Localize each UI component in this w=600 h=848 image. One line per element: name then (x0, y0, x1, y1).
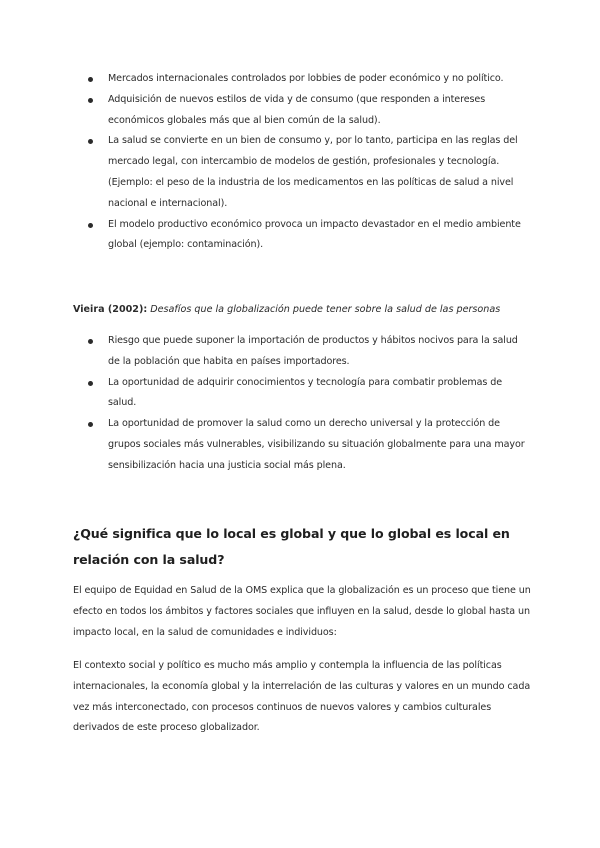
bullet-icon (88, 139, 93, 144)
bullet-icon (88, 98, 93, 103)
paragraph: El contexto social y político es mucho más amplio y contempla la influencia de las políticas internacionales, la economía global y la interrelación de las culturas y valores en un mundo cada vez más interconectado, con procesos continuos de nuevos valores y cambios culturales derivados de este proceso globalizador. (73, 660, 531, 734)
list-item-text: Adquisición de nuevos estilos de vida y de consumo (que responden a intereses económicos globales más que al bien común de la salud). (108, 93, 486, 126)
list-item-text: La salud se convierte en un bien de consumo y, por lo tanto, participa en las reglas del mercado legal, con intercambio de modelos de gestión, profesionales y tecnología. (Ejemplo: el peso de la industria de los medicamentos en las políticas de salud a nivel nacional e internacional). (108, 135, 518, 209)
list-item-text: La oportunidad de adquirir conocimientos y tecnología para combatir problemas de salud. (108, 376, 503, 409)
section-heading: ¿Qué significa que lo local es global y que lo global es local en relación con la salud? (73, 526, 510, 567)
list-item-text: Mercados internacionales controlados por lobbies de poder económico y no político. (108, 73, 504, 84)
bullet-icon (88, 223, 93, 228)
list-item (87, 90, 527, 132)
list-item-text: La oportunidad de promover la salud como un derecho universal y la protección de grupos sociales más vulnerables, visibilizando su situación globalmente para una mayor sensibilización hacia una justicia social más plena. (108, 418, 525, 471)
list-item (87, 69, 527, 90)
globalization-effects-list (87, 69, 527, 256)
bullet-icon (88, 77, 93, 82)
list-item (87, 215, 527, 257)
list-item (87, 331, 527, 373)
list-item (87, 131, 527, 214)
bullet-icon (88, 422, 93, 427)
citation-title: Desafíos que la globalización puede tener sobre la salud de las personas (150, 304, 501, 315)
health-challenges-list (87, 331, 527, 477)
list-item-text: El modelo productivo económico provoca un impacto devastador en el medio ambiente global (ejemplo: contaminación). (108, 218, 521, 251)
paragraph: El equipo de Equidad en Salud de la OMS explica que la globalización es un proceso que tiene un efecto en todos los ámbitos y factores sociales que influyen en la salud, desde lo global hasta un impacto local, en la salud de comunidades e individuos: (73, 585, 531, 638)
bullet-icon (88, 339, 93, 344)
bullet-icon (88, 381, 93, 386)
citation (73, 300, 533, 320)
list-item (87, 373, 527, 415)
citation-author: Vieira (2002): (73, 304, 148, 315)
list-item-text: Riesgo que puede suponer la importación de productos y hábitos nocivos para la salud de la población que habita en países importadores. (108, 335, 518, 367)
list-item (87, 414, 527, 476)
